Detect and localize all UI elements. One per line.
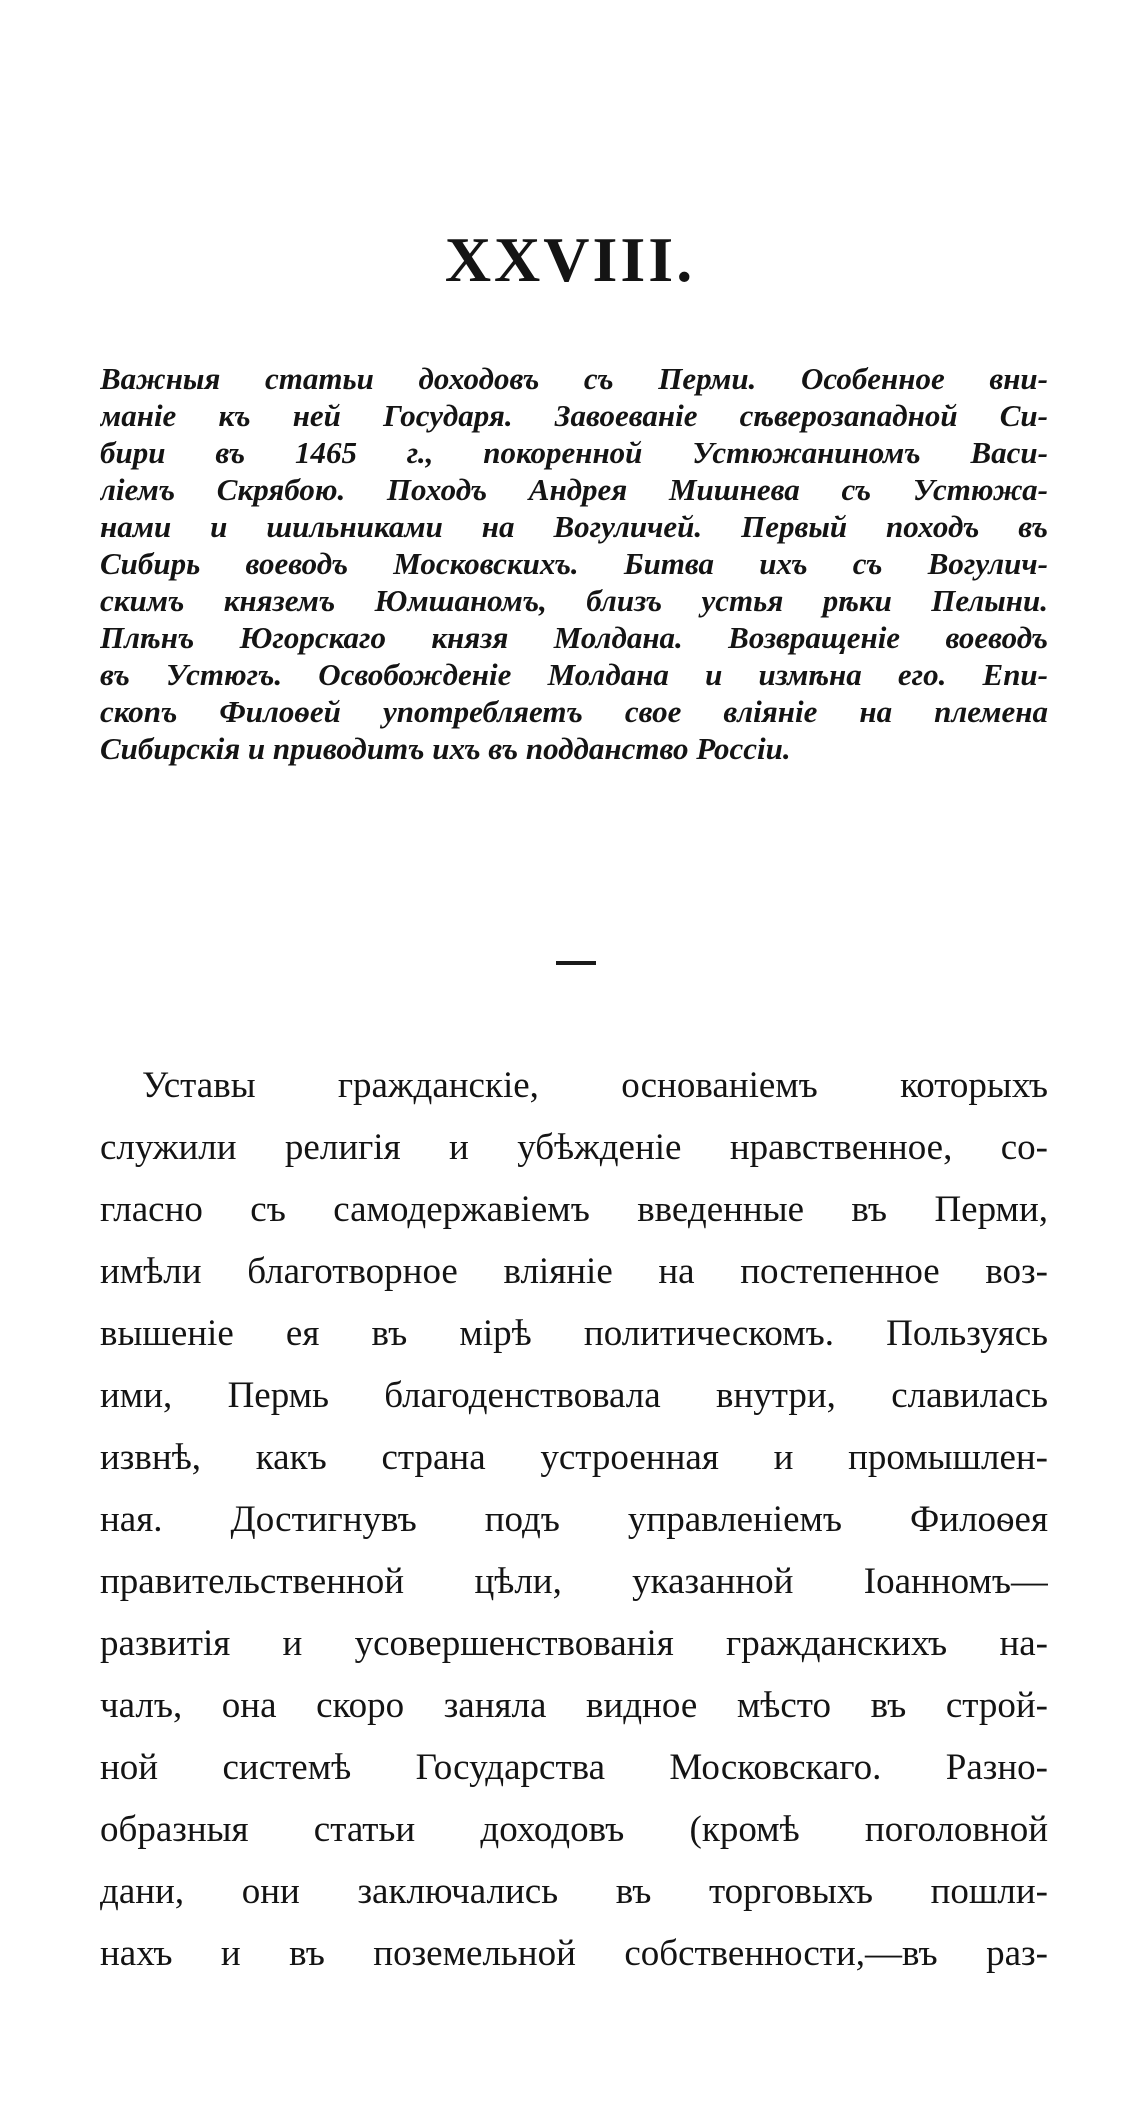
body-line: Уставы гражданскіе, основаніемъ которыхъ bbox=[142, 1065, 1048, 1106]
summary-line: Важныя статьи доходовъ съ Перми. Особенное вни- bbox=[100, 361, 1048, 396]
body-line: дани, они заключались въ торговыхъ пошли- bbox=[100, 1871, 1048, 1912]
body-line: правительственной цѣли, указанной Іоанномъ— bbox=[100, 1561, 1048, 1602]
body-text bbox=[100, 1055, 1048, 1985]
body-line: гласно съ самодержавіемъ введенные въ Перми, bbox=[100, 1189, 1048, 1230]
summary-line: маніе къ ней Государя. Завоеваніе сѣверозападной Си- bbox=[100, 398, 1048, 433]
body-line: ная. Достигнувъ подъ управленіемъ Филоѳея bbox=[100, 1499, 1048, 1540]
summary-line: въ Устюгъ. Освобожденіе Молдана и измѣна его. Епи- bbox=[100, 657, 1048, 692]
summary-line: скимъ княземъ Юмшаномъ, близъ устья рѣки Пелыни. bbox=[100, 583, 1048, 618]
body-line: нахъ и въ поземельной собственности,—въ раз- bbox=[100, 1933, 1048, 1974]
summary-line: Сибирь воеводъ Московскихъ. Битва ихъ съ Вогулич- bbox=[100, 546, 1048, 581]
section-divider bbox=[556, 961, 596, 965]
body-line: развитія и усовершенствованія гражданскихъ на- bbox=[100, 1623, 1048, 1664]
body-line: чалъ, она скоро заняла видное мѣсто въ строй- bbox=[100, 1685, 1048, 1726]
chapter-summary bbox=[100, 360, 1048, 767]
body-line: ими, Пермь благоденствовала внутри, славилась bbox=[100, 1375, 1048, 1416]
summary-line: бири въ 1465 г., покоренной Устюжаниномъ Васи- bbox=[100, 435, 1048, 470]
summary-line: ліемъ Скрябою. Походъ Андрея Мишнева съ Устюжа- bbox=[100, 472, 1048, 507]
body-line: служили религія и убѣжденіе нравственное, со- bbox=[100, 1127, 1048, 1168]
body-line: ной системѣ Государства Московскаго. Разно- bbox=[100, 1747, 1048, 1788]
body-line: извнѣ, какъ страна устроенная и промышлен- bbox=[100, 1437, 1048, 1478]
summary-line: Плѣнъ Югорскаго князя Молдана. Возвращеніе воеводъ bbox=[100, 620, 1048, 655]
summary-line: Сибирскія и приводитъ ихъ въ подданство Россіи. bbox=[100, 731, 791, 766]
body-line: образныя статьи доходовъ (кромѣ поголовной bbox=[100, 1809, 1048, 1850]
body-line: имѣли благотворное вліяніе на постепенное воз- bbox=[100, 1251, 1048, 1292]
body-line: вышеніе ея въ мірѣ политическомъ. Пользуясь bbox=[100, 1313, 1048, 1354]
summary-line: нами и шильниками на Вогуличей. Первый походъ въ bbox=[100, 509, 1048, 544]
summary-line: скопъ Филоѳей употребляетъ свое вліяніе на племена bbox=[100, 694, 1048, 729]
chapter-title: XXVIII. bbox=[444, 224, 696, 295]
